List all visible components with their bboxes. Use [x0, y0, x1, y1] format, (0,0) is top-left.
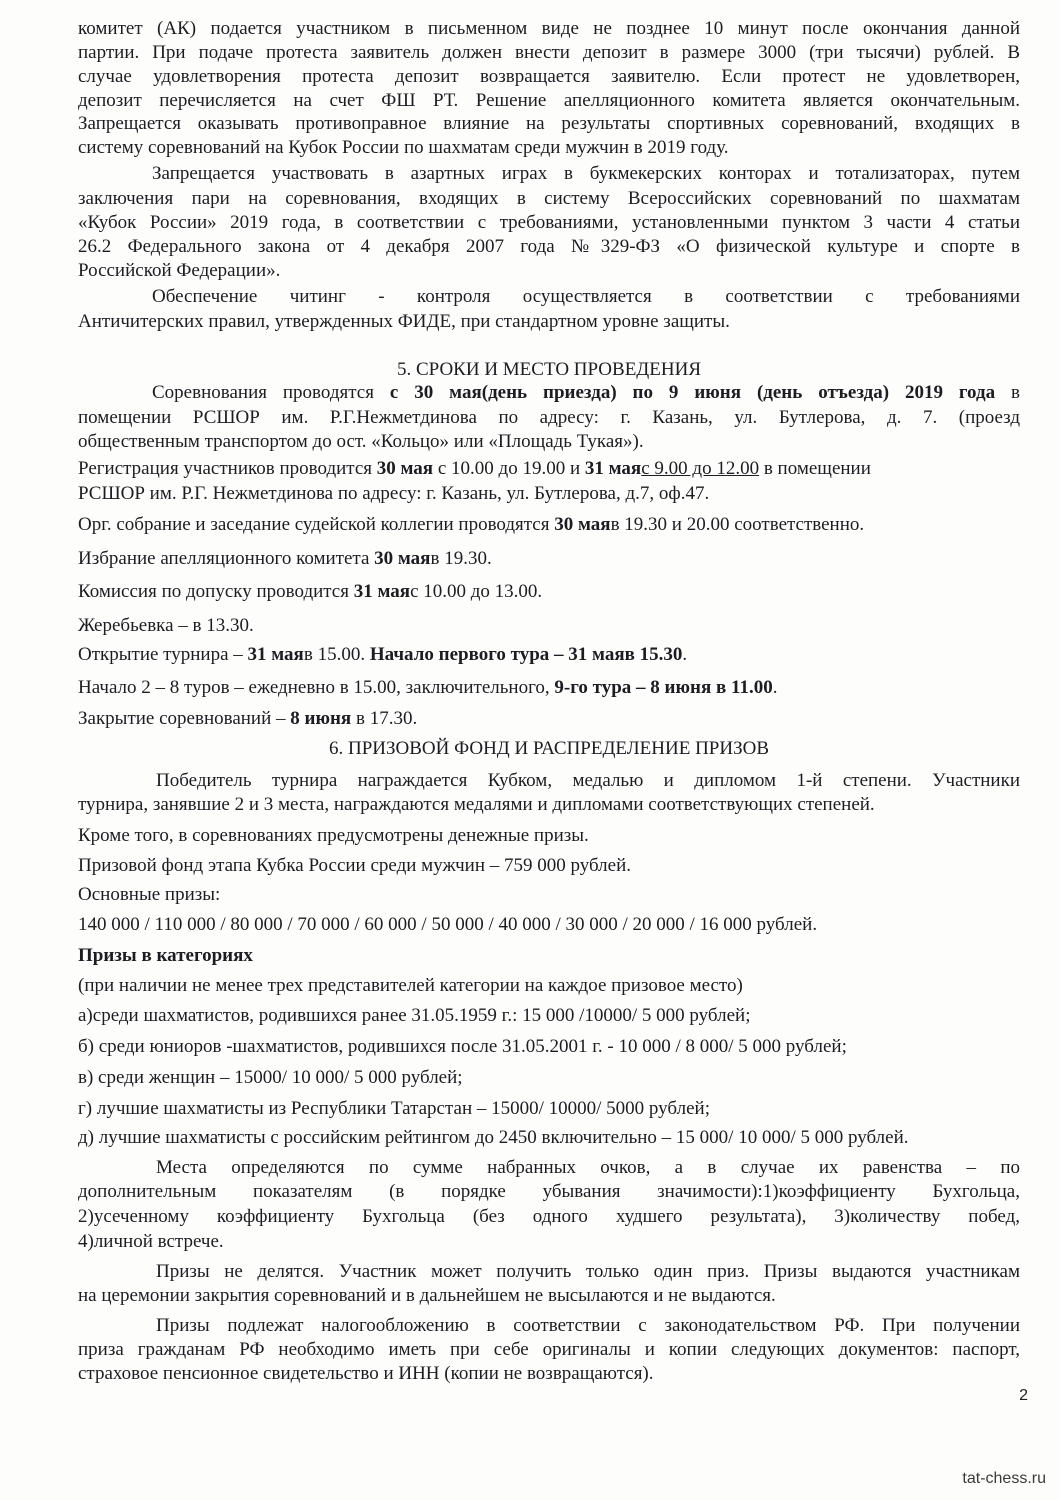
text-line: 26.2 Федерального закона от 4 декабря 2007 года №329-ФЗ «О физической культуре и спорте в	[78, 236, 1020, 257]
main-prizes-list: 140 000 / 110 000 / 80 000 / 70 000 / 60 000 / 50 000 / 40 000 / 30 000 / 20 000 / 16 000 рублей.	[78, 914, 818, 935]
section-5-heading: 5. СРОКИ И МЕСТО ПРОВЕДЕНИЯ	[396, 359, 701, 380]
category-item: г) лучшие шахматисты из Республики Татарстан – 15000/ 10000/ 5000 рублей;	[78, 1098, 710, 1119]
category-item: а)среди шахматистов, родившихся ранее 31.05.1959 г.: 15 000 /10000/ 5 000 рублей;	[78, 1005, 751, 1026]
text-line: страховое пенсионное свидетельство и ИНН (копии не возвращаются).	[78, 1363, 654, 1384]
text-line: заключения пари на соревнования, входящих в систему Всероссийских соревнований по шахматам	[78, 188, 1020, 209]
category-item: б) среди юниоров -шахматистов, родившихся после 31.05.2001 г. - 10 000 / 8 000/ 5 000 рублей;	[78, 1036, 847, 1057]
text-line: на церемонии закрытия соревнований и в дальнейшем не высылаются и не выдаются.	[78, 1285, 776, 1306]
text-line: 4)личной встрече.	[78, 1231, 224, 1252]
text-line: Места определяются по сумме набранных очков, а в случае их равенства – по	[156, 1157, 1020, 1178]
org-meeting-line: Орг. собрание и заседание судейской коллегии проводятся 30 маяв 19.30 и 20.00 соответственно.	[78, 514, 865, 535]
opening-line: Открытие турнира – 31 маяв 15.00. Начало первого тура – 31 маяв 15.30.	[78, 644, 688, 665]
text-line: Соревнования проводятся с 30 мая(день приезда) по 9 июня (день отъезда) 2019 года в	[152, 382, 1020, 403]
appeal-line: Избрание апелляционного комитета 30 маяв 19.30.	[78, 548, 492, 569]
text-line: Запрещается оказывать противоправное влияние на результаты спортивных соревнований, входящих в	[78, 113, 1020, 134]
text-line: случае удовлетворения протеста депозит возвращается заявителю. Если протест не удовлетворен,	[78, 66, 1020, 87]
text-line: турнира, занявшие 2 и 3 места, награждаются медалями и дипломами соответствующих степеней.	[78, 794, 875, 815]
text-line: дополнительным показателям (в порядке убывания значимости):1)коэффициенту Бухгольца,	[78, 1181, 1020, 1202]
rounds-line: Начало 2 – 8 туров – ежедневно в 15.00, заключительного, 9-го тура – 8 июня в 11.00.	[78, 677, 778, 698]
category-item: д) лучшие шахматисты с российским рейтингом до 2450 включительно – 15 000/ 10 000/ 5 000 рублей.	[78, 1127, 909, 1148]
text-line: партии. При подаче протеста заявитель должен внести депозит в размере 3000 (три тысячи) рублей. В	[78, 42, 1020, 63]
text-line: Кроме того, в соревнованиях предусмотрены денежные призы.	[78, 825, 589, 846]
commission-line: Комиссия по допуску проводится 31 маяс 10.00 до 13.00.	[78, 581, 543, 602]
text-line: РСШОР им. Р.Г. Нежметдинова по адресу: г. Казань, ул. Бутлерова, д.7, оф.47.	[78, 483, 710, 504]
closing-line: Закрытие соревнований – 8 июня в 17.30.	[78, 708, 418, 729]
text-line: приза гражданам РФ необходимо иметь при себе оригиналы и копии следующих документов: паспорт,	[78, 1339, 1020, 1360]
text-line: депозит перечисляется на счет ФШ РТ. Решение апелляционного комитета является окончательным.	[78, 90, 1020, 111]
prize-fund-line: Призовой фонд этапа Кубка России среди мужчин – 759 000 рублей.	[78, 855, 632, 876]
category-item: в) среди женщин – 15000/ 10 000/ 5 000 рублей;	[78, 1067, 463, 1088]
watermark: tat-chess.ru	[962, 1470, 1046, 1487]
text-line: общественным транспортом до ост. «Кольцо» или «Площадь Тукая»).	[78, 431, 644, 452]
draw-line: Жеребьевка – в 13.30.	[78, 615, 254, 636]
text-line: Запрещается участвовать в азартных играх в букмекерских конторах и тотализаторах, путем	[152, 163, 1020, 184]
text-line: помещении РСШОР им. Р.Г.Нежметдинова по адресу: г. Казань, ул. Бутлерова, д. 7. (проезд	[78, 407, 1020, 428]
category-prizes-heading: Призы в категориях	[78, 945, 253, 966]
text-line: Российской Федерации».	[78, 260, 281, 281]
text-line: Античитерских правил, утвержденных ФИДЕ, при стандартном уровне защиты.	[78, 311, 730, 332]
text-line: Победитель турнира награждается Кубком, медалью и дипломом 1-й степени. Участники	[156, 770, 1020, 791]
text-line: систему соревнований на Кубок России по шахматам среди мужчин в 2019 году.	[78, 137, 729, 158]
page-number: 2	[1019, 1387, 1028, 1404]
main-prizes-label: Основные призы:	[78, 884, 221, 905]
text-line: Призы не делятся. Участник может получить только один приз. Призы выдаются участникам	[156, 1261, 1020, 1282]
text-line: «Кубок России» 2019 года, в соответствии с требованиями, установленными пунктом 3 части 4 статьи	[78, 212, 1020, 233]
text-line: 2)усеченному коэффициенту Бухгольца (без одного худшего результата), 3)количеству побед,	[78, 1206, 1020, 1227]
text-line: Призы подлежат налогообложению в соответствии с законодательством РФ. При получении	[156, 1315, 1020, 1336]
text-line: (при наличии не менее трех представителей категории на каждое призовое место)	[78, 975, 743, 996]
registration-line: Регистрация участников проводится 30 мая с 10.00 до 19.00 и 31 маяс 9.00 до 12.00 в помещении	[78, 458, 871, 479]
section-6-heading: 6. ПРИЗОВОЙ ФОНД И РАСПРЕДЕЛЕНИЕ ПРИЗОВ	[329, 738, 769, 759]
text-line: Обеспечение читинг - контроля осуществляется в соответствии с требованиями	[152, 286, 1020, 307]
text-line: комитет (АК) подается участником в письменном виде не позднее 10 минут после окончания данной	[78, 18, 1020, 39]
